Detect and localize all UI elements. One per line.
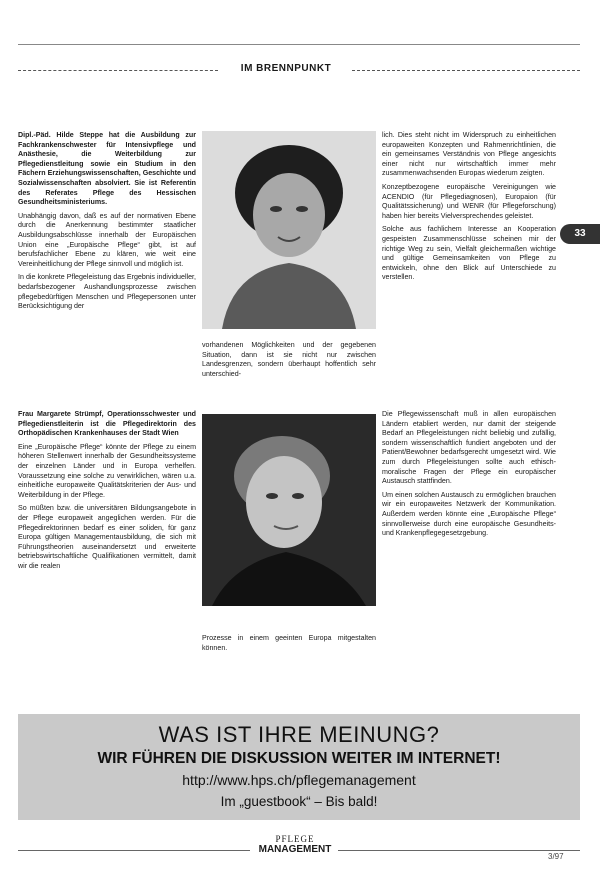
article1-paragraph: Konzeptbezogene europäische Vereinigungen wie ACENDIO (für Pflegediagnosen), Europaion (für Qualitätssicherung) und WENR (für Pflegeforschung) haben hier bereits Vielversprechendes geleistet.: [382, 182, 556, 220]
article2-paragraph: So müßten bzw. die universitären Bildungsangebote in der Pflege europaweit angeglichen werden. Für die Pflegedirektorinnen bedarf es einer soliden, für ganz Europa gültigen Managementausbildung, die sich mit Führungstheorien auseinandersetzt und erweiterte betriebswirtschaftliche Qualifikationen vermittelt, damit wir die realen: [18, 504, 196, 570]
page-number-tab: 33: [560, 224, 600, 244]
portrait-photo-hilde-steppe: [202, 131, 376, 329]
article2-paragraph: Um einen solchen Austausch zu ermöglichen brauchen wir ein europaweites Netzwerk der Kommunikation. Außerdem werden könnte eine „Europäische Pflege“ sinnvollerweise durch eine europäische Gesundheits- und Krankenpflegegesetzgebung.: [382, 490, 556, 538]
banner-url: http://www.hps.ch/pflegemanagement: [182, 772, 416, 788]
article1-paragraph: Solche aus fachlichem Interesse an Kooperation gespeisten Zusammenschlüsse scheinen mir der richtige Weg zu sein, Vielfalt gleichermaßen wichtige und gültige Gemeinsamkeiten von Pflege zu entwickeln, ohne den Blick auf Unterschiede zu verstellen.: [382, 225, 556, 282]
article1-paragraph: Unabhängig davon, daß es auf der normativen Ebene durch die Anerkennung bestimmter staatlicher Ausbildungsabschlüsse innerhalb der Europäischen Union eine „Europäische Pflege“ gibt, ist auf berufsfachlicher Ebene zu klären, wie weit eine Vereinheitlichung der Pflege sinnvoll und möglich ist.: [18, 211, 196, 268]
logo-top: PFLEGE: [275, 834, 315, 844]
portrait-image: [202, 414, 376, 606]
portrait-photo-margarete-struempf: [202, 414, 376, 606]
article2-right-column: [382, 410, 556, 543]
article2-left-column: [18, 410, 196, 576]
portrait-image: [202, 131, 376, 329]
article2-paragraph: Die Pflegewissenschaft muß in allen europäischen Ländern etabliert werden, nur damit der steigende Bedarf an Pflegeleistungen nicht beliebig und zufällig, sondern wissenschaftlich fundiert angeboten und der Patient/Bewohner bedarfsgerecht umgesetzt wird. Wie zum durch Pflegeleistungen sollte auch ethisch-moralische Fragen der Pflege ein europäischer Austausch stattfinden.: [382, 410, 556, 486]
banner-headline: WIR FÜHREN DIE DISKUSSION WEITER IM INTERNET!: [97, 750, 501, 767]
article1-left-column: [18, 131, 196, 316]
article1-paragraph: vorhandenen Möglichkeiten und der gegebenen Situation, dann ist sie nicht nur zwischen Landesgrenzen, sondern überhaupt hoffentlich sehr unterschied-: [202, 341, 376, 378]
banner-question: WAS IST IHRE MEINUNG?: [158, 722, 440, 747]
article1-right-column: [382, 131, 556, 287]
section-title: IM BRENNPUNKT: [240, 63, 332, 74]
article1-paragraph: In die konkrete Pflegeleistung das Ergebnis individueller, bedarfsbezogener Aushandlungsprozesse zwischen pflegebedürftigen Menschen und Pflegepersonen unter Berücksichtigung der: [18, 273, 196, 311]
top-rule: [18, 44, 580, 45]
footer-rule-left: [18, 850, 250, 851]
article1-middle-column: [202, 341, 376, 383]
footer-rule-right: [338, 850, 580, 851]
issue-number: 3/97: [548, 852, 564, 861]
article2-intro: Frau Margarete Strümpf, Operationsschwester und Pflegedienstleiterin ist die Pflegedirektorin des Orthopädischen Krankenhauses der Stadt Wien: [18, 410, 196, 438]
magazine-logo: [254, 834, 336, 862]
header-rule-left: [18, 70, 218, 71]
article1-paragraph: lich. Dies steht nicht im Widerspruch zu einheitlichen europaweiten Konzepten und Rahmenrichtlinien, die ein gemeinsames Verständnis von Pflege angesichts einer nicht nur wirtschaftlich immer mehr zusammenwachsenden Europas wiederum zeigten.: [382, 131, 556, 178]
banner-guestbook: Im „guestbook“ – Bis bald!: [220, 794, 378, 809]
article2-paragraph: Prozesse in einem geeinten Europa mitgestalten können.: [202, 634, 376, 652]
article1-intro: Dipl.-Päd. Hilde Steppe hat die Ausbildung zur Fachkrankenschwester für Intensivpflege und Anästhesie, die Weiterbildung zur Pflegedienstleitung sowie ein Studium in den Fächern Erziehungswissenschaften, Geschichte und Sozialwissenschaften absolviert. Sie ist Referentin des Referates Pflege des Hessischen Gesundheitsministeriums.: [18, 131, 196, 207]
article2-paragraph: Eine „Europäische Pflege“ könnte der Pflege zu einem höheren Stellenwert innerhalb der Gesundheitssysteme der einzelnen Länder und in Europa verhelfen. Voraussetzung eine solche zu verwirklichen, wären u.a. einheitliche europaweite Qualitätskriterien der Aus- und Weiterbildung in der Pflege.: [18, 442, 196, 499]
header-rule-right: [352, 70, 580, 71]
article2-middle-column: [202, 634, 376, 657]
logo-bottom: MANAGEMENT: [258, 844, 332, 855]
discussion-banner: [18, 714, 580, 820]
